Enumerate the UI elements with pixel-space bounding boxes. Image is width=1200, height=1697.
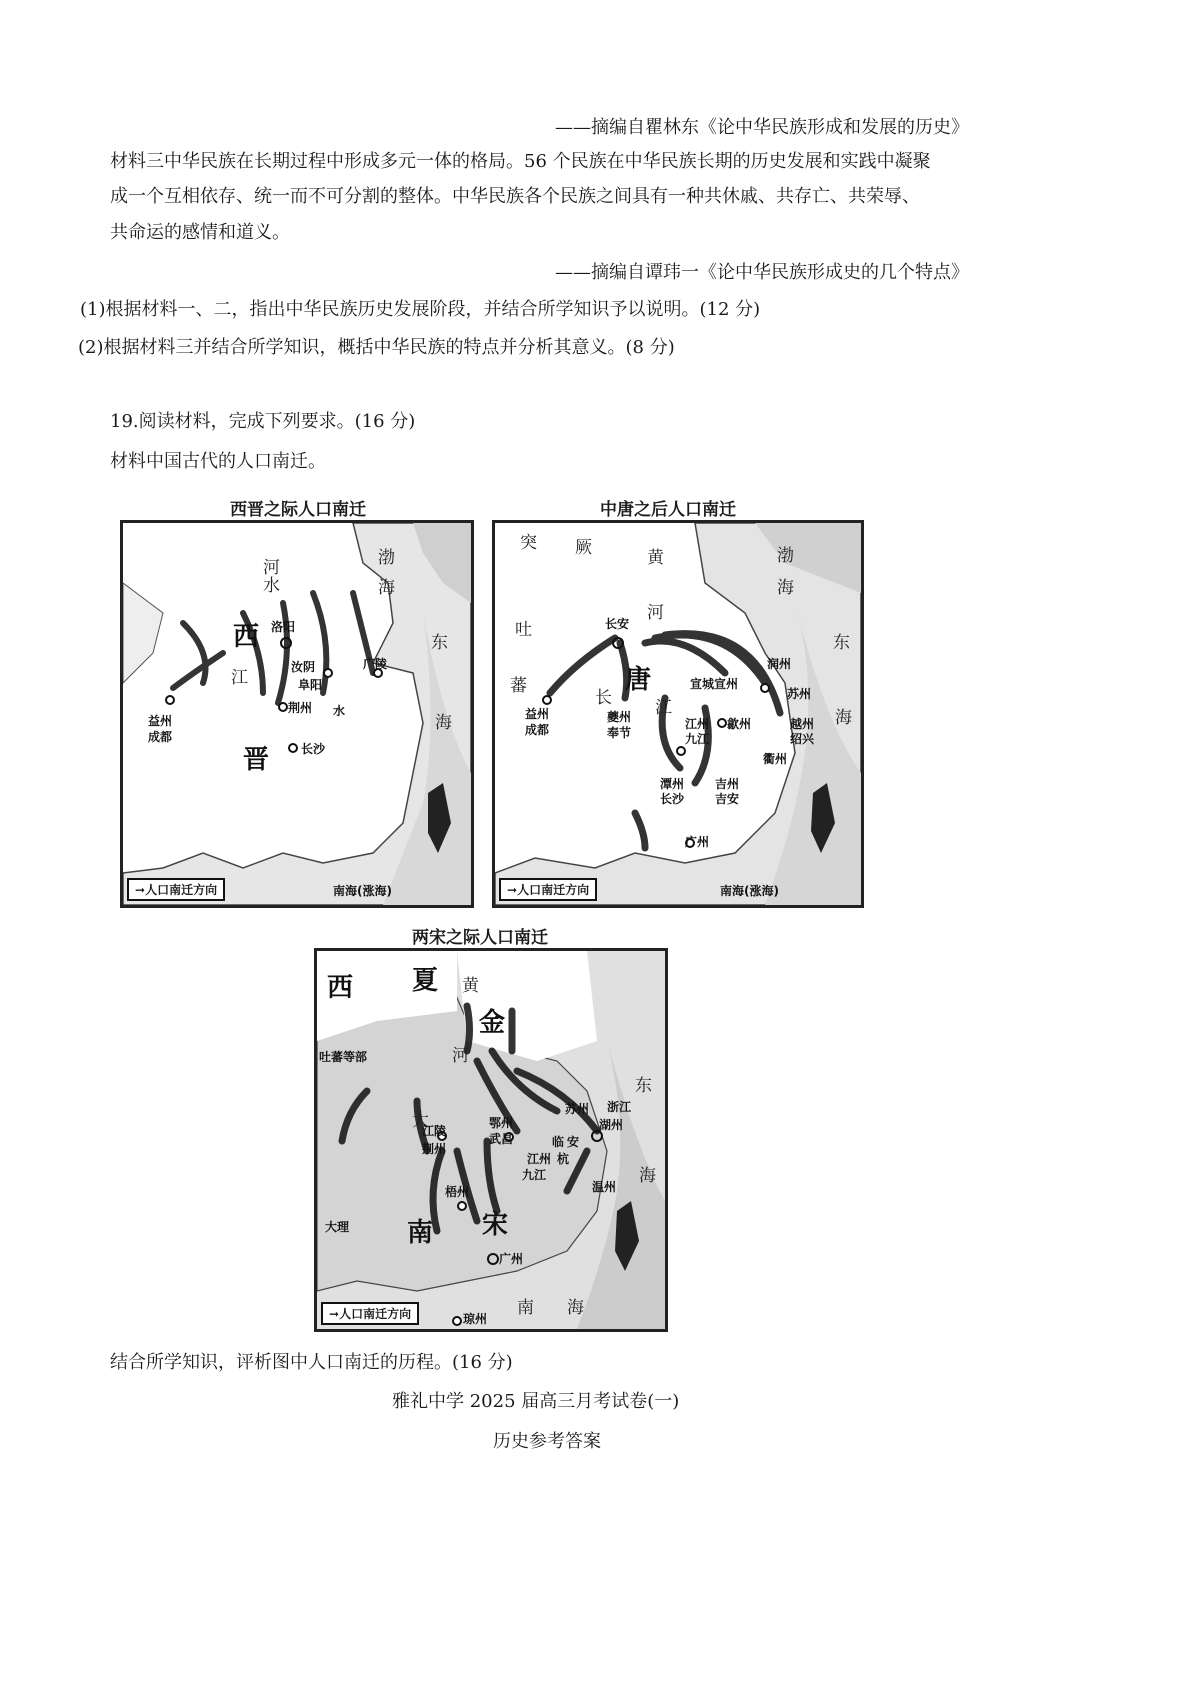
map2-label-quzhou: 衢州: [763, 752, 788, 766]
map2-label-changsha: 长沙: [660, 792, 685, 806]
map1-label-jingzhou: 荆州: [288, 701, 313, 715]
map3-label-qiongzhou: 琼州: [463, 1312, 488, 1326]
map2-label-jiangzhou: 江州: [685, 717, 710, 731]
map2-label-chengdu: 成都: [525, 723, 550, 737]
map3-label-suzhou: 苏州: [565, 1102, 590, 1116]
map2-legend: ➞人口南迁方向: [499, 878, 597, 901]
map3-label-nan2: 南: [517, 1298, 534, 1318]
map2-label-huang: 黄: [647, 548, 664, 568]
question-19-prompt: 结合所学知识，评析图中人口南迁的历程。(16 分): [110, 1352, 513, 1373]
map3-label-jiangzhou: 江州: [527, 1152, 552, 1166]
material3-line1: 材料三中华民族在长期过程中形成多元一体的格局。56 个民族在中华民族长期的历史发展和实践中凝聚: [110, 151, 931, 172]
map2-label-guangzhou: 广州: [685, 835, 710, 849]
map1-label-shui2: 水: [263, 576, 280, 596]
map3-label-wenzhou: 温州: [592, 1180, 617, 1194]
map2-label-chang: 长: [595, 688, 612, 708]
map1-label-hai: 海: [378, 578, 395, 598]
map1-label-ruyin: 汝阴: [291, 660, 316, 674]
question-19-header: 19.阅读材料，完成下列要求。(16 分): [110, 411, 416, 432]
answer-title: 历史参考答案: [493, 1431, 601, 1452]
map3-label-wuzhou: 梧州: [445, 1185, 470, 1199]
source-citation-1: ——摘编自瞿林东《论中华民族形成和发展的历史》: [555, 117, 969, 138]
map3-label-lin: 临: [552, 1135, 565, 1149]
map1-label-xi: 西: [233, 622, 260, 652]
map3-label-wuchang: 武昌: [489, 1132, 514, 1146]
map2-label-dong: 东: [833, 633, 850, 653]
map2-label-xuancheng: 宣城宣州: [690, 677, 739, 691]
map3-label-guangzhou: 广州: [499, 1252, 524, 1266]
map-song: [314, 948, 668, 1332]
map1-label-jiang: 江: [231, 668, 248, 688]
map2-label-tang: 唐: [625, 665, 652, 695]
map1-label-jin: 晋: [243, 745, 270, 775]
map2-label-fan: 蕃: [510, 676, 527, 696]
question-2: (2)根据材料三并结合所学知识，概括中华民族的特点并分析其意义。(8 分): [78, 337, 675, 358]
map1-legend: ➞人口南迁方向: [127, 878, 225, 901]
map3-legend: ➞人口南迁方向: [321, 1302, 419, 1325]
map1-legend-text: 人口南迁方向: [145, 883, 218, 897]
map2-graphic: [495, 523, 861, 905]
exam-title: 雅礼中学 2025 届高三月考试卷(一): [392, 1391, 680, 1412]
map3-label-ezhou: 鄂州: [489, 1116, 514, 1130]
map1-label-chengdu: 成都: [148, 730, 173, 744]
map2-label-tanzhou: 潭州: [660, 777, 685, 791]
map2-label-jiang: 江: [655, 698, 672, 718]
map2-label-tu2: 吐: [515, 620, 532, 640]
map2-label-yizhou: 益州: [525, 707, 550, 721]
map3-label-hai2: 海: [567, 1298, 584, 1318]
map2-label-suzhou: 苏州: [787, 687, 812, 701]
map2-label-shezhou: 歙州: [727, 717, 752, 731]
map2-label-jiujiang: 九江: [685, 732, 710, 746]
map3-graphic: [317, 951, 665, 1329]
map3-title: 两宋之际人口南迁: [412, 928, 548, 948]
question-19-material: 材料中国古代的人口南迁。: [110, 451, 326, 472]
map1-label-changsha: 长沙: [301, 742, 326, 756]
map2-title: 中唐之后人口南迁: [600, 500, 736, 520]
map3-label-tubo: 吐蕃等部: [319, 1050, 368, 1064]
map1-label-guangling: 广陵: [363, 657, 388, 671]
map2-label-fengjie: 奉节: [607, 726, 632, 740]
map3-label-zhe: 浙: [607, 1100, 620, 1114]
map1-label-fuyang: 阜阳: [298, 678, 323, 692]
map3-label-jiangling: 江陵: [422, 1124, 447, 1138]
map2-label-hai2: 海: [835, 708, 852, 728]
map3-label-he: 河: [452, 1046, 469, 1066]
map1-label-he: 河: [263, 558, 280, 578]
map2-label-jue: 厥: [575, 538, 592, 558]
map2-label-runzhou: 润州: [767, 657, 792, 671]
map3-label-jingzhou: 荆州: [422, 1142, 447, 1156]
map2-label-kuizhou: 夔州: [607, 710, 632, 724]
material3-line3: 共命运的感情和道义。: [110, 222, 290, 243]
map2-label-nanhai: 南海(涨海): [720, 884, 779, 898]
source-citation-2: ——摘编自谭玮一《论中华民族形成史的几个特点》: [555, 262, 969, 283]
map1-graphic: [123, 523, 471, 905]
map-western-jin: [120, 520, 474, 908]
map2-label-tu: 突: [520, 533, 537, 553]
map-mid-tang: [492, 520, 864, 908]
map3-label-jiang: 江: [619, 1100, 632, 1114]
map2-label-shaoxing: 绍兴: [790, 732, 815, 746]
map1-label-luoyang: 洛阳: [271, 620, 296, 634]
map2-label-jizhou: 吉州: [715, 777, 740, 791]
map2-legend-text: 人口南迁方向: [517, 883, 590, 897]
map3-legend-text: 人口南迁方向: [339, 1307, 412, 1321]
map3-label-hang: 杭: [557, 1152, 570, 1166]
map3-label-dong: 东: [635, 1076, 652, 1096]
map3-label-jin: 金: [479, 1008, 506, 1038]
map2-label-yuezhou: 越州: [790, 717, 815, 731]
map2-label-he: 河: [647, 603, 664, 623]
map3-label-xi: 西: [327, 973, 354, 1003]
map3-label-huzhou: 湖州: [599, 1118, 624, 1132]
map3-label-da: 大: [412, 1111, 429, 1131]
map1-label-hai2: 海: [435, 713, 452, 733]
map2-label-hai: 海: [777, 578, 794, 598]
material3-line2: 成一个互相依存、统一而不可分割的整体。中华民族各个民族之间具有一种共休戚、共存亡、共荣辱、: [110, 186, 920, 207]
map3-label-an: 安: [567, 1135, 580, 1149]
map3-label-huang: 黄: [462, 976, 479, 996]
map1-label-nanhai: 南海(涨海): [333, 884, 392, 898]
map1-label-dong: 东: [431, 633, 448, 653]
question-1: (1)根据材料一、二，指出中华民族历史发展阶段，并结合所学知识予以说明。(12 分): [80, 299, 761, 320]
map3-label-xia: 夏: [412, 966, 439, 996]
map1-label-shui: 水: [333, 704, 346, 718]
map3-label-nan: 南: [407, 1218, 434, 1248]
map3-label-dali: 大理: [325, 1220, 350, 1234]
map2-label-bo: 渤: [777, 546, 794, 566]
map2-label-changan: 长安: [605, 617, 630, 631]
map1-label-yizhou: 益州: [148, 714, 173, 728]
map1-label-bo: 渤: [378, 548, 395, 568]
map2-label-jian: 吉安: [715, 792, 740, 806]
map3-label-jiujiang: 九江: [522, 1168, 547, 1182]
map3-label-hai: 海: [639, 1166, 656, 1186]
map3-label-song: 宋: [482, 1210, 509, 1240]
map1-title: 西晋之际人口南迁: [230, 500, 366, 520]
